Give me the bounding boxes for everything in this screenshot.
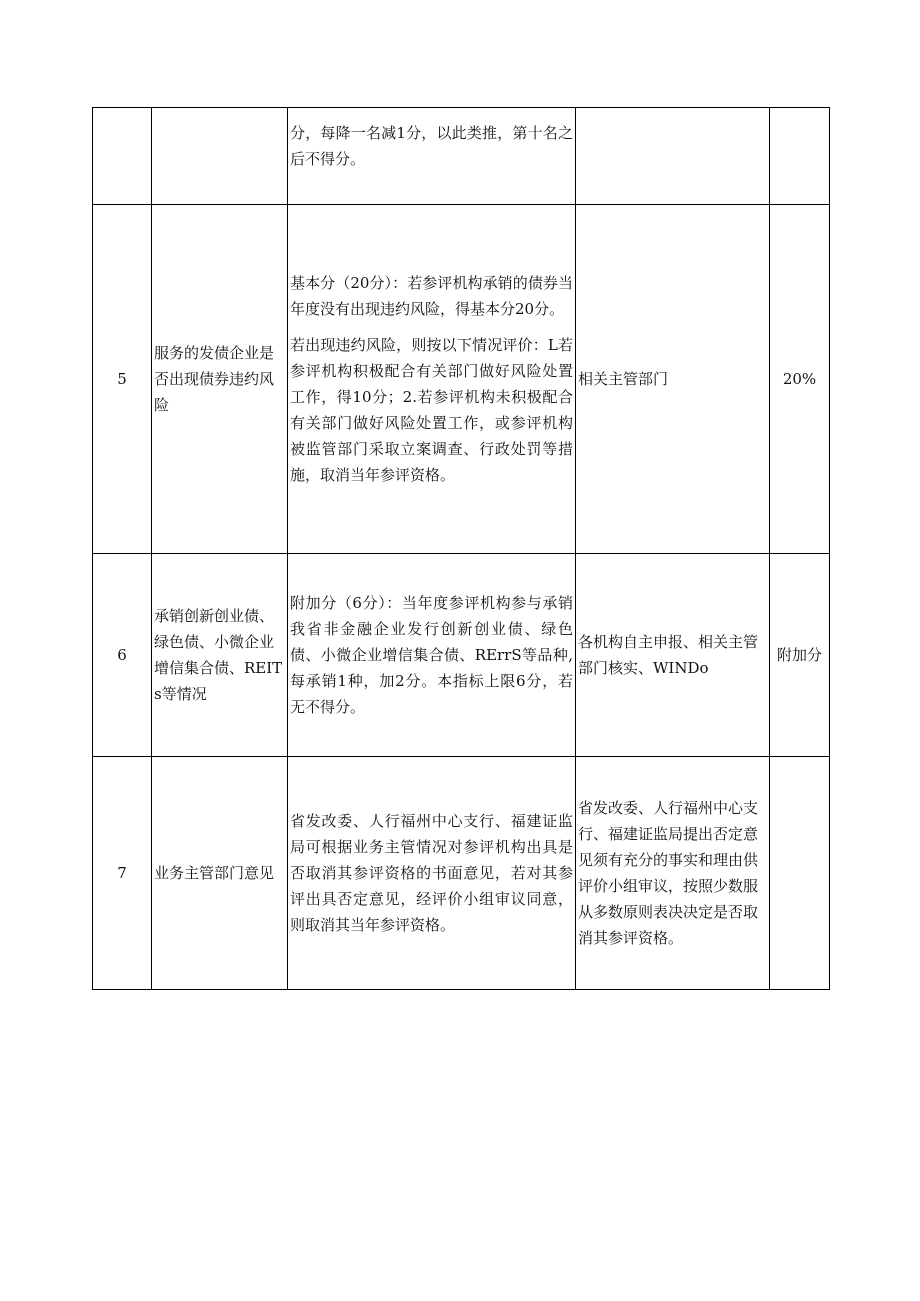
row-number-cell [93,108,152,205]
criteria-paragraph: 省发改委、人行福州中心支行、福建证监局可根据业务主管情况对参评机构出具是否取消其参评资格的书面意见，若对其参评出具否定意见，经评价小组审议同意，则取消其当年参评资格。 [290,812,573,934]
weight-cell: 附加分 [770,554,830,757]
criteria-cell [288,554,576,757]
criteria-paragraph: 分，每降一名减1分，以此类推，第十名之后不得分。 [290,124,573,168]
source-cell [576,108,770,205]
table-row [93,205,830,554]
weight-cell [770,108,830,205]
indicator-cell: 业务主管部门意见 [152,757,288,990]
row-number-cell: 5 [93,205,152,554]
source-cell: 省发改委、人行福州中心支行、福建证监局提出否定意见须有充分的事实和理由供评价小组审议，按照少数服从多数原则表决决定是否取消其参评资格。 [576,757,770,990]
indicator-cell [152,108,288,205]
source-cell: 各机构自主申报、相关主管部门核实、WINDo [576,554,770,757]
row-number-cell: 7 [93,757,152,990]
criteria-paragraph: 基本分（20分）：若参评机构承销的债券当年度没有出现违约风险，得基本分20分。 [290,274,573,318]
table-row [93,108,830,205]
evaluation-criteria-table [92,107,830,990]
source-cell: 相关主管部门 [576,205,770,554]
criteria-paragraph: 若出现违约风险，则按以下情况评价：L若参评机构积极配合有关部门做好风险处置工作，得10分；2.若参评机构未积极配合有关部门做好风险处置工作，或参评机构被监管部门采取立案调查、行政处罚等措施，取消当年参评资格。 [290,336,573,484]
weight-cell: 20% [770,205,830,554]
weight-cell [770,757,830,990]
criteria-paragraph: 附加分（6分）：当年度参评机构参与承销我省非金融企业发行创新创业债、绿色债、小微企业增信集合债、RErrS等品种,每承销1种，加2分。本指标上限6分，若无不得分。 [290,594,573,716]
criteria-cell [288,757,576,990]
indicator-cell: 服务的发债企业是否出现债券违约风险 [152,205,288,554]
criteria-cell [288,205,576,554]
row-number-cell: 6 [93,554,152,757]
criteria-cell [288,108,576,205]
table-row [93,757,830,990]
table-row [93,554,830,757]
indicator-cell: 承销创新创业债、绿色债、小微企业增信集合债、REITs等情况 [152,554,288,757]
